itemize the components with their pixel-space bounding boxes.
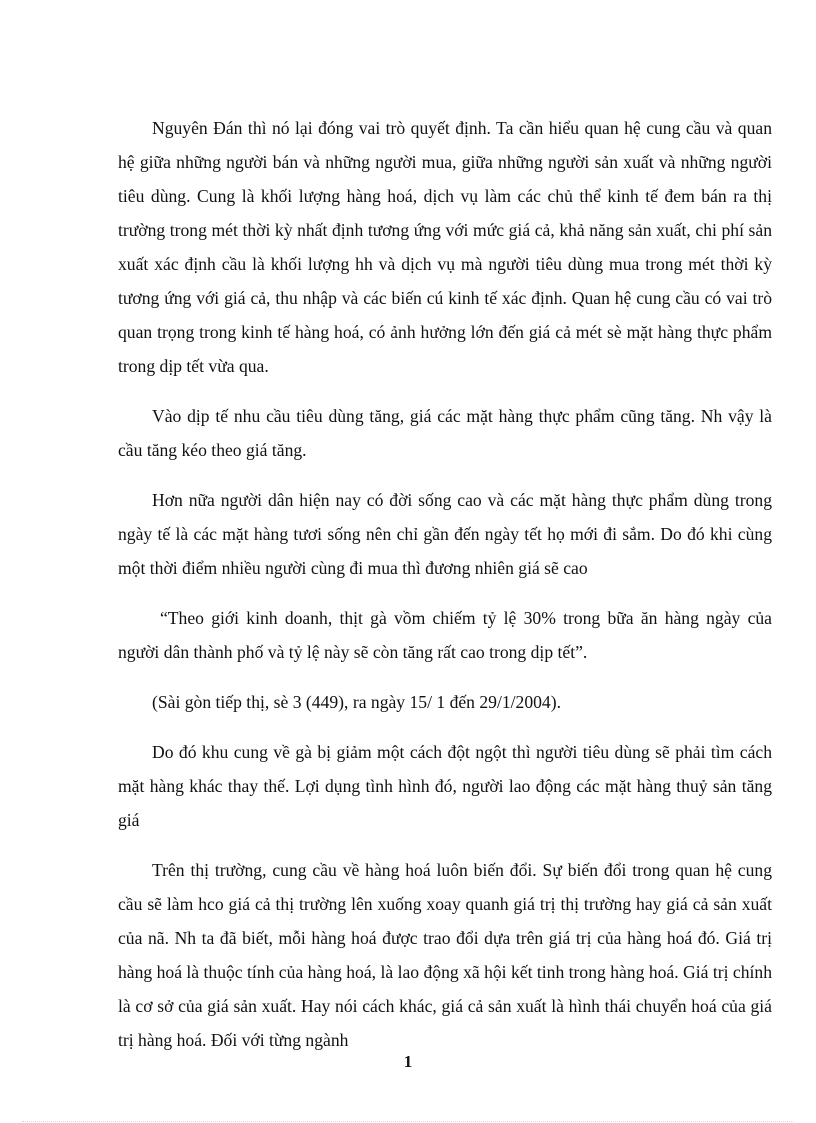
page-bottom-divider: [22, 1121, 794, 1122]
page-number: 1: [403, 1052, 413, 1071]
paragraph: Vào dịp tế nhu cầu tiêu dùng tăng, giá các mặt hàng thực phẩm cũng tăng. Nh vậy là cầu tăng kéo theo giá tăng.: [118, 406, 772, 460]
paragraph: Trên thị trường, cung cầu về hàng hoá luôn biến đổi. Sự biến đổi trong quan hệ cung cầu sẽ làm hco giá cả thị trường lên xuống xoay quanh giá trị thị trường hay giá cả sản xuất của nã. Nh ta đã biết, mỗi hàng hoá được trao đổi dựa trên giá trị của hàng hoá đó. Giá trị hàng hoá là thuộc tính của hàng hoá, là lao động xã hội kết tinh trong hàng hoá. Giá trị chính là cơ sở của giá sản xuất. Hay nói cách khác, giá cả sản xuất là hình thái chuyển hoá của giá trị hàng hoá. Đối với từng ngành: [118, 860, 772, 1050]
paragraph: Nguyên Đán thì nó lại đóng vai trò quyết định. Ta cần hiểu quan hệ cung cầu và quan hệ giữa những người bán và những người mua, giữa những người sản xuất và những người tiêu dùng. Cung là khối lượng hàng hoá, dịch vụ làm các chủ thể kinh tế đem bán ra thị trường trong mét thời kỳ nhất định tương ứng với mức giá cả, khả năng sản xuất, chi phí sản xuất xác định cầu là khối lượng hh và dịch vụ mà người tiêu dùng mua trong mét thời kỳ tương ứng với giá cả, thu nhập và các biến cú kinh tế xác định. Quan hệ cung cầu có vai trò quan trọng trong kinh tế hàng hoá, có ảnh hưởng lớn đến giá cả mét sè mặt hàng thực phẩm trong dịp tết vừa qua.: [118, 118, 772, 376]
body-text: [118, 111, 772, 1057]
quote-paragraph: “Theo giới kinh doanh, thịt gà vồm chiếm tỷ lệ 30% trong bữa ăn hàng ngày của người dân thành phố và tỷ lệ này sẽ còn tăng rất cao trong dịp tết”.: [118, 608, 772, 662]
citation-paragraph: (Sài gòn tiếp thị, sè 3 (449), ra ngày 15/ 1 đến 29/1/2004).: [152, 692, 561, 712]
paragraph: Hơn nữa người dân hiện nay có đời sống cao và các mặt hàng thực phẩm dùng trong ngày tế là các mặt hàng tươi sống nên chỉ gần đến ngày tết họ mới đi sắm. Do đó khi cùng một thời điểm nhiều người cùng đi mua thì đương nhiên giá sẽ cao: [118, 490, 772, 578]
paragraph: Do đó khu cung về gà bị giảm một cách đột ngột thì người tiêu dùng sẽ phải tìm cách mặt hàng khác thay thế. Lợi dụng tình hình đó, người lao động các mặt hàng thuỷ sản tăng giá: [118, 742, 772, 830]
